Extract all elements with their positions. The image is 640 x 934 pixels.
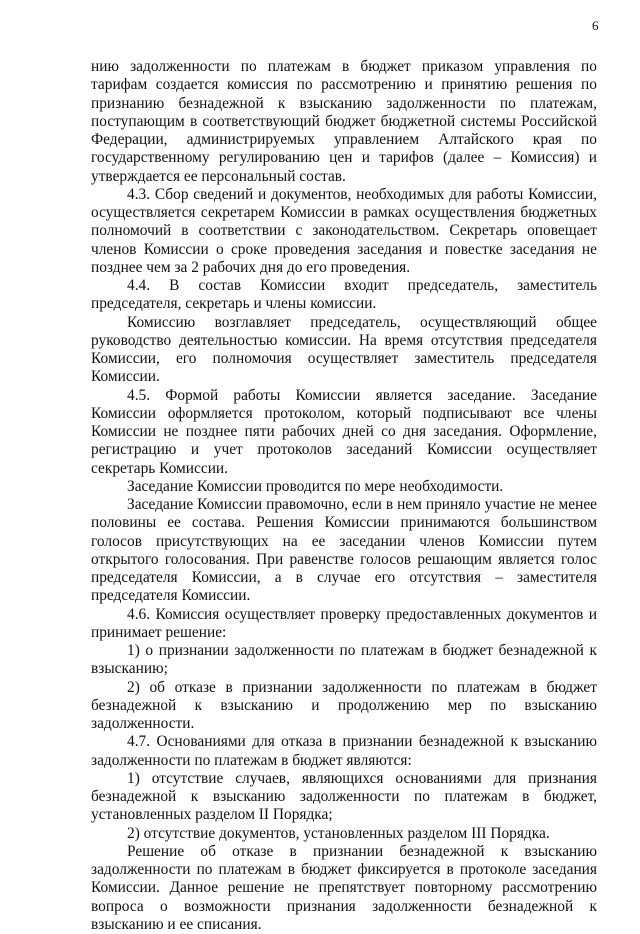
paragraph-chairman: Комиссию возглавляет председатель, осуществляющий общее руководство деятельностью комиссии. На время отсутствия председателя Комиссии, его полномочия осуществляет заместитель председателя Комиссии.	[91, 313, 597, 386]
document-body	[91, 58, 597, 934]
paragraph-4-3: 4.3. Сбор сведений и документов, необходимых для работы Комиссии, осуществляется секретарем Комиссии в рамках осуществления бюджетных полномочий в соответствии с законодательством. Секретарь оповещает членов Комиссии о сроке проведения заседания и повестке заседания не позднее чем за 2 рабочих дня до его проведения.	[91, 185, 597, 276]
paragraph-quorum: Заседание Комиссии правомочно, если в нем приняло участие не менее половины ее состава. Решения Комиссии принимаются большинством голосов присутствующих на ее заседании членов Комиссии путем открытого голосования. При равенстве голосов решающим является голос председателя Комиссии, а в случае его отсутствия – заместителя председателя Комиссии.	[91, 496, 597, 605]
paragraph-continuation: нию задолженности по платежам в бюджет приказом управления по тарифам создается комиссия по рассмотрению и принятию решения по признанию безнадежной к взысканию задолженности по платежам, поступающим в соответствующий бюджет бюджетной системы Российской Федерации, администрируемых управлением Алтайского края по государственному регулированию цен и тарифов (далее – Комиссия) и утверждается ее персональный состав.	[91, 58, 597, 185]
list-item-4-7-2: 2) отсутствие документов, установленных разделом III Порядка.	[127, 824, 550, 842]
paragraph-4-7: 4.7. Основаниями для отказа в признании безнадежной к взысканию задолженности по платежам в бюджет являются:	[91, 733, 597, 769]
list-item-4-7-1: 1) отсутствие случаев, являющихся основаниями для признания безнадежной к взысканию задолженности по платежам в бюджет, установленных разделом II Порядка;	[91, 769, 597, 824]
page-number: 6	[592, 18, 599, 33]
paragraph-4-6: 4.6. Комиссия осуществляет проверку предоставленных документов и принимает решение:	[91, 605, 597, 641]
paragraph-refusal-decision: Решение об отказе в признании безнадежной к взысканию задолженности по платежам в бюджет фиксируется в протоколе заседания Комиссии. Данное решение не препятствует повторному рассмотрению вопроса о возможности признания задолженности безнадежной к взысканию и ее списания.	[91, 842, 597, 933]
paragraph-meeting-frequency: Заседание Комиссии проводится по мере необходимости.	[127, 477, 504, 495]
paragraph-4-5: 4.5. Формой работы Комиссии является заседание. Заседание Комиссии оформляется протоколом, который подписывают все члены Комиссии не позднее пяти рабочих дней со дня заседания. Оформление, регистрацию и учет протоколов заседаний Комиссии осуществляет секретарь Комиссии.	[91, 386, 597, 477]
list-item-4-6-2: 2) об отказе в признании задолженности по платежам в бюджет безнадежной к взысканию и продолжению мер по взысканию задолженности.	[91, 678, 597, 732]
paragraph-4-4: 4.4. В состав Комиссии входит председатель, заместитель председателя, секретарь и члены комиссии.	[91, 277, 597, 313]
list-item-4-6-1: 1) о признании задолженности по платежам в бюджет безнадежной к взысканию;	[91, 642, 597, 678]
